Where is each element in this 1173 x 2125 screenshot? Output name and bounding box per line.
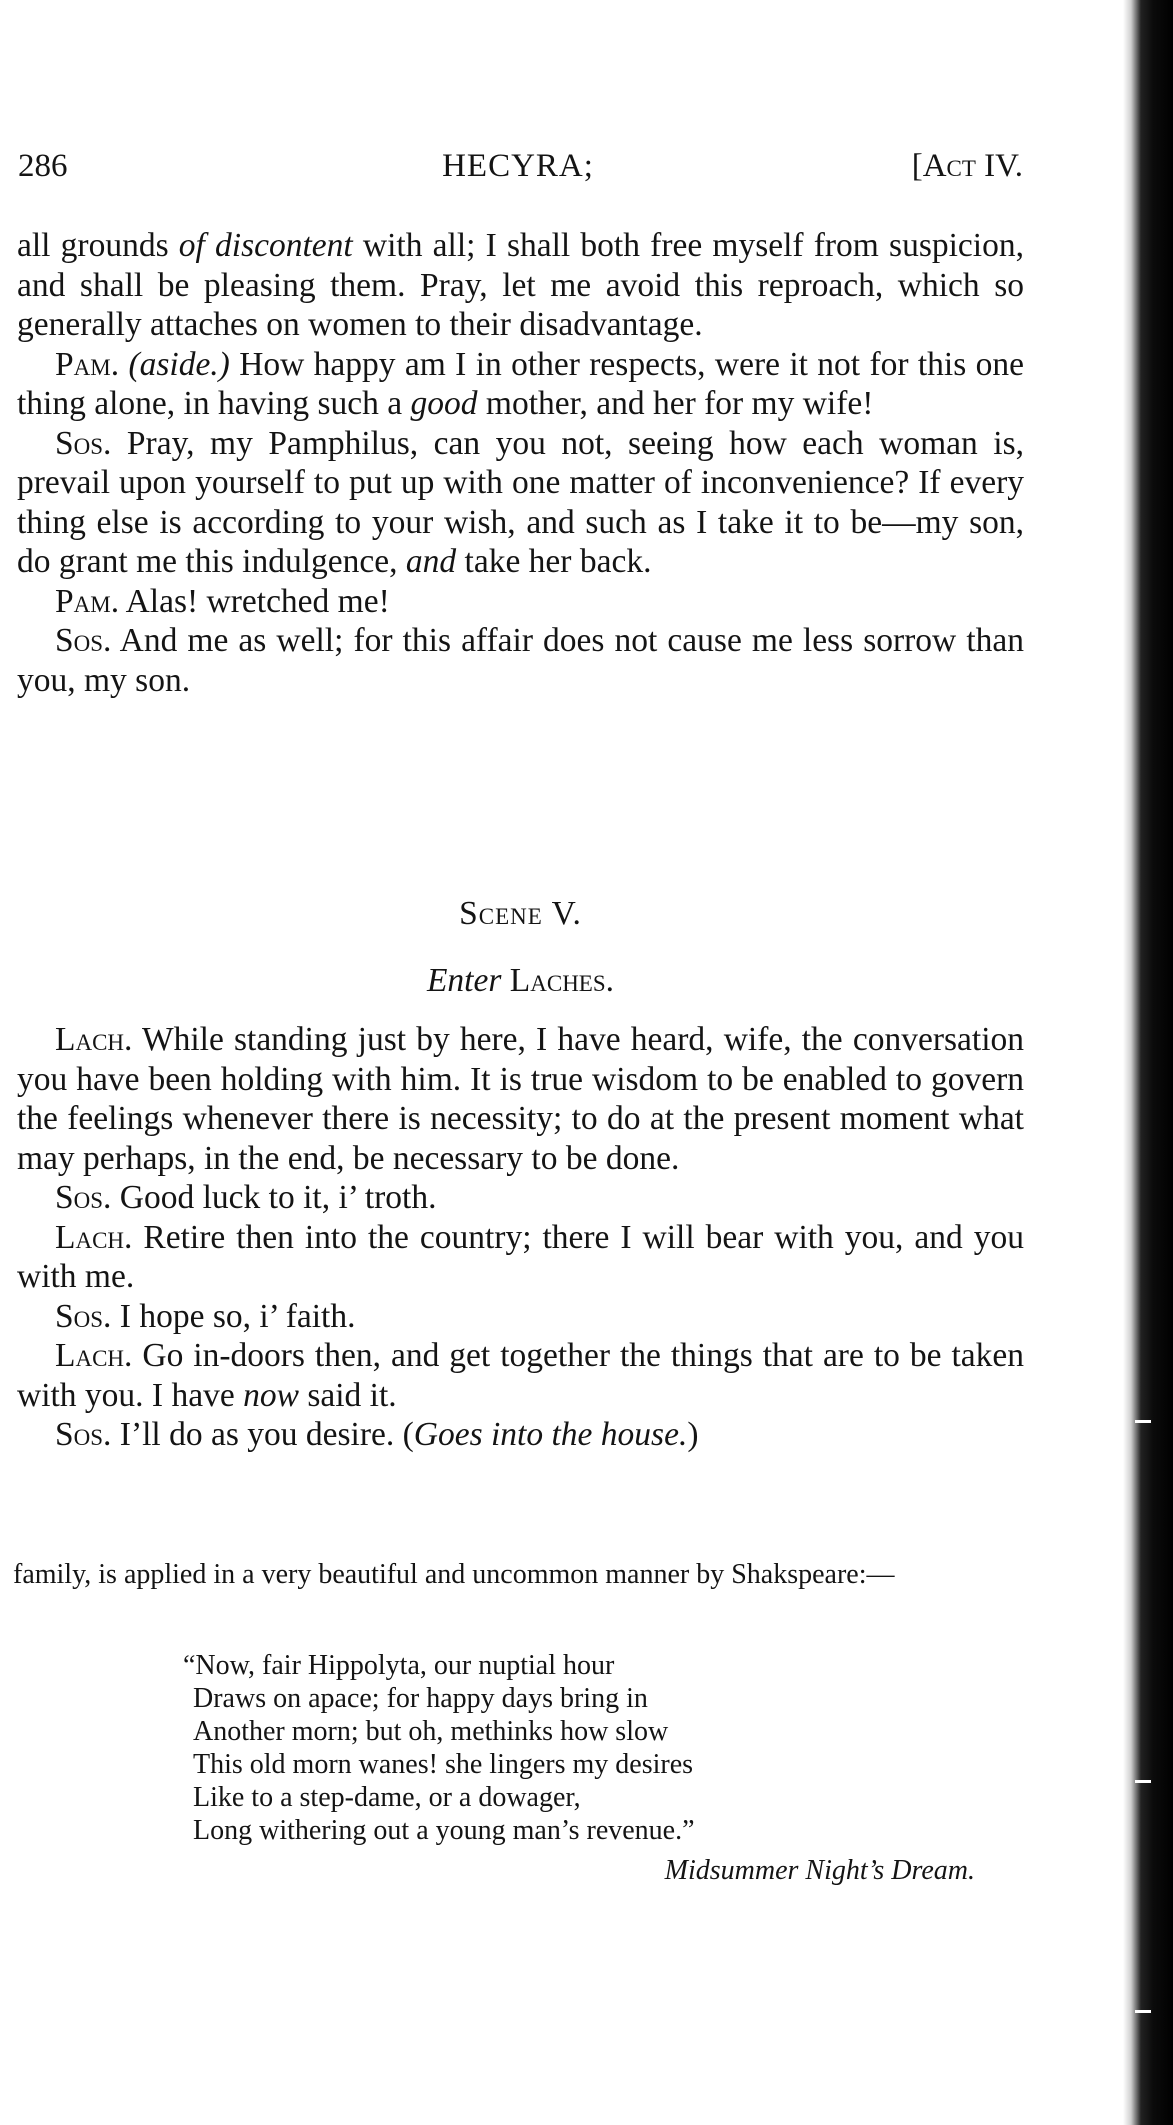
- page-edge-nick: [1135, 1420, 1151, 1423]
- dialogue-line: Lach. Go in-doors then, and get together the things that are to be taken with you. I have now said it.: [17, 1337, 1024, 1414]
- footnote-text: family, is applied in a very beautiful and uncommon manner by Shakspeare:—: [13, 1559, 895, 1590]
- entry-name: Laches.: [509, 962, 615, 999]
- page-edge-nick: [1135, 2010, 1151, 2013]
- stage-direction: Goes into the house.: [413, 1416, 688, 1453]
- speaker-name: Sos.: [55, 622, 112, 659]
- dialogue-block-2: [17, 1020, 1024, 1455]
- speaker-name: Sos.: [55, 1179, 112, 1216]
- stage-direction: (aside.): [128, 345, 230, 383]
- speaker-name: Pam.: [55, 582, 120, 620]
- dialogue-line: Pam. (aside.) How happy am I in other respects, were it not for this one thing alone, in having such a good mother, and her for my wife!: [17, 345, 1024, 422]
- dialogue-line: Lach. While standing just by here, I have heard, wife, the conversation you have been holding with him. It is true wisdom to be enabled to govern the feelings whenever there is necessity; to do at the present moment what may perhaps, in the end, be necessary to be done.: [17, 1021, 1024, 1177]
- verse-line: Long withering out a young man’s revenue.”: [193, 1815, 695, 1846]
- dialogue-line: Sos. And me as well; for this affair does not cause me less sorrow than you, my son.: [17, 622, 1024, 699]
- entry-verb: Enter: [426, 962, 502, 999]
- speaker-name: Pam.: [55, 345, 120, 383]
- running-header: [18, 148, 1023, 200]
- speaker-name: Lach.: [55, 1337, 133, 1374]
- verse-line: Another morn; but oh, methinks how slow: [193, 1716, 669, 1747]
- speaker-name: Sos.: [55, 1297, 112, 1335]
- verse-quotation: [183, 1649, 695, 1847]
- verse-line: This old morn wanes! she lingers my desires: [193, 1749, 694, 1780]
- speaker-name: Sos.: [55, 424, 112, 462]
- stage-entry: [17, 962, 1024, 1000]
- page-edge-shadow: [1123, 0, 1173, 2125]
- page-edge-nick: [1135, 1780, 1151, 1783]
- dialogue-line: Pam. Alas! wretched me!: [55, 582, 390, 620]
- scene-heading: Scene V.: [459, 895, 582, 932]
- dialogue-line: Sos. I’ll do as you desire. (Goes into the house.): [55, 1416, 699, 1453]
- verse-line: “Now, fair Hippolyta, our nuptial hour: [183, 1650, 615, 1681]
- speaker-name: Lach.: [55, 1021, 133, 1058]
- verse-line: Like to a step-dame, or a dowager,: [193, 1782, 581, 1813]
- dialogue-line: Sos. Pray, my Pamphilus, can you not, seeing how each woman is, prevail upon yourself to put up with one matter of inconvenience? If every thing else is according to your wish, and such as I take it to be—my son, do grant me this indulgence, and take her back.: [17, 424, 1024, 580]
- page-number: 286: [18, 148, 68, 184]
- dialogue-line: Sos. I hope so, i’ faith.: [55, 1297, 356, 1335]
- speaker-name: Lach.: [55, 1218, 133, 1256]
- speaker-name: Sos.: [55, 1416, 112, 1453]
- verse-citation: Midsummer Night’s Dream.: [664, 1855, 975, 1886]
- verse-line: Draws on apace; for happy days bring in: [193, 1683, 648, 1714]
- dialogue-line: Sos. Good luck to it, i’ troth.: [55, 1179, 437, 1216]
- dialogue-line: Lach. Retire then into the country; there I will bear with you, and you with me.: [17, 1218, 1024, 1295]
- act-label: [Act IV.: [911, 148, 1023, 184]
- dialogue-line: all grounds of discontent with all; I shall both free myself from suspicion, and shall be pleasing them. Pray, let me avoid this reproach, which so generally attaches on women to their disadvantage.: [17, 227, 1024, 343]
- dialogue-block-1: [17, 226, 1024, 700]
- running-title: HECYRA;: [442, 148, 594, 184]
